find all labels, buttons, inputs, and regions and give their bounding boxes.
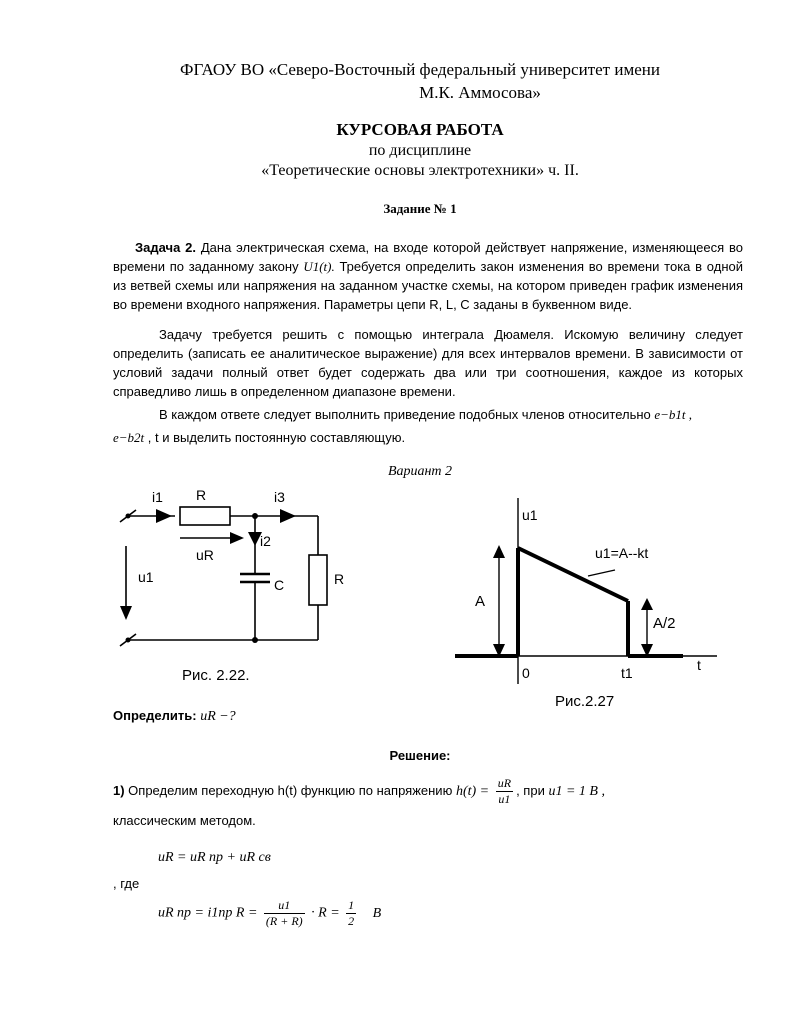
i1-arrow-icon — [156, 509, 172, 523]
equation-1: uR = uR пр + uR св — [158, 850, 271, 865]
label-u1: u1 — [138, 569, 154, 585]
task-number: Задание № 1 — [383, 201, 457, 216]
label-t1: t1 — [621, 665, 633, 681]
input-law: U1(t). — [303, 259, 335, 274]
h-expression: h(t) = — [455, 783, 490, 799]
university-line-1: ФГАОУ ВО «Северо-Восточный федеральный университет имени — [180, 60, 660, 79]
circuit-caption: Рис. 2.22. — [182, 667, 250, 684]
formula-leader — [588, 570, 615, 576]
determine-line — [113, 708, 236, 725]
u1-arrowhead-icon — [120, 606, 132, 620]
university-line-2: М.К. Аммосова» — [419, 83, 541, 102]
solution-step-1 — [113, 776, 605, 807]
terminal-top-dot — [126, 514, 131, 519]
exponent-2: e−b2t — [113, 430, 145, 445]
node-bottom — [252, 637, 258, 643]
resistor-top — [180, 507, 230, 525]
h-denominator: u1 — [498, 792, 511, 806]
label-u1-axis: u1 — [522, 507, 538, 523]
label-formula: u1=A--kt — [595, 545, 649, 561]
label-t: t — [697, 657, 701, 673]
when-text: , при — [516, 782, 549, 798]
graph-caption: Рис.2.27 — [555, 693, 615, 710]
problem-paragraph-3 — [113, 405, 743, 424]
circuit-diagram — [110, 480, 360, 690]
label-A-half: A/2 — [653, 615, 676, 632]
problem-paragraph-2: Задачу требуется решить с помощью интеграла Дюамеля. Искомую величину следует определить (записать ее аналитическое выражение) для всех интервалов времени. В зависимости от условий задачи полный ответ будет содержать два или три соотношения, каждое из которых справедливо лишь в определенном диапазоне времени. — [113, 327, 743, 399]
determine-label: Определить: — [113, 708, 197, 723]
coursework-title: КУРСОВАЯ РАБОТА — [336, 120, 504, 139]
label-C: C — [274, 577, 285, 593]
A-half-up-arrow-icon — [641, 598, 653, 610]
exponent-1: e−b1t , — [654, 407, 693, 422]
label-i2: i2 — [260, 533, 271, 549]
node-top — [252, 513, 258, 519]
classic-method-text: классическим методом. — [113, 813, 256, 828]
discipline-label: по дисциплине — [368, 142, 472, 159]
step-text: Определим переходную h(t) функцию по напряжению — [124, 782, 456, 798]
uR-arrowhead-icon — [230, 532, 244, 544]
eq2-unit: B — [372, 905, 382, 921]
eq2-fraction — [264, 898, 305, 929]
university-title — [100, 58, 740, 104]
eq2-middle: · R = — [311, 905, 340, 921]
where-text: , где — [113, 876, 140, 891]
i3-arrow-icon — [280, 509, 296, 523]
problem-text-3: В каждом ответе следует выполнить приведение подобных членов относительно — [159, 407, 651, 422]
problem-label: Задача 2. — [135, 240, 197, 255]
determine-value: uR −? — [200, 709, 236, 724]
h-fraction — [496, 776, 513, 807]
variant-label: Вариант 2 — [387, 464, 453, 479]
A-up-arrow-icon — [493, 545, 505, 558]
eq2-half-fraction — [346, 898, 356, 929]
label-i1: i1 — [152, 489, 163, 505]
solution-title: Решение: — [389, 748, 451, 763]
eq2-numerator: u1 — [264, 898, 305, 914]
problem-paragraph-4 — [113, 428, 743, 447]
terminal-bottom-dot — [126, 638, 131, 643]
eq2-denominator: (R + R) — [265, 914, 303, 928]
label-A: A — [475, 593, 486, 610]
label-uR: uR — [196, 547, 214, 563]
problem-paragraph-1 — [113, 238, 743, 314]
problem-text-a: Дана электрическая схема, на входе которой действует напряжение, изменяющееся во времени по заданному закону — [113, 240, 743, 274]
resistor-right — [309, 555, 327, 605]
equation-2 — [158, 898, 381, 929]
h-numerator: uR — [497, 776, 512, 790]
problem-text-4: , t и выделить постоянную составляющую. — [144, 430, 406, 445]
condition: u1 = 1 B , — [548, 783, 605, 799]
subject-title: «Теоретические основы электротехники» ч. II. — [261, 162, 579, 179]
label-R-top: R — [196, 487, 207, 503]
eq2-left: uR пр = i1пр R = — [158, 905, 258, 921]
eq2-half-denominator: 2 — [348, 914, 355, 928]
label-zero: 0 — [522, 665, 530, 681]
eq2-half-numerator: 1 — [348, 898, 355, 912]
label-i3: i3 — [274, 489, 285, 505]
step-number: 1) — [113, 782, 125, 798]
voltage-graph — [455, 498, 725, 718]
label-R-right: R — [334, 571, 345, 587]
problem-text-b: Требуется определить закон изменения во времени тока в одной из ветвей схемы или напряжения на заданном участке схемы, на котором приведен график изменения во времени входного напряжения. Параметры цепи R, L, C заданы в буквенном виде. — [113, 259, 743, 312]
